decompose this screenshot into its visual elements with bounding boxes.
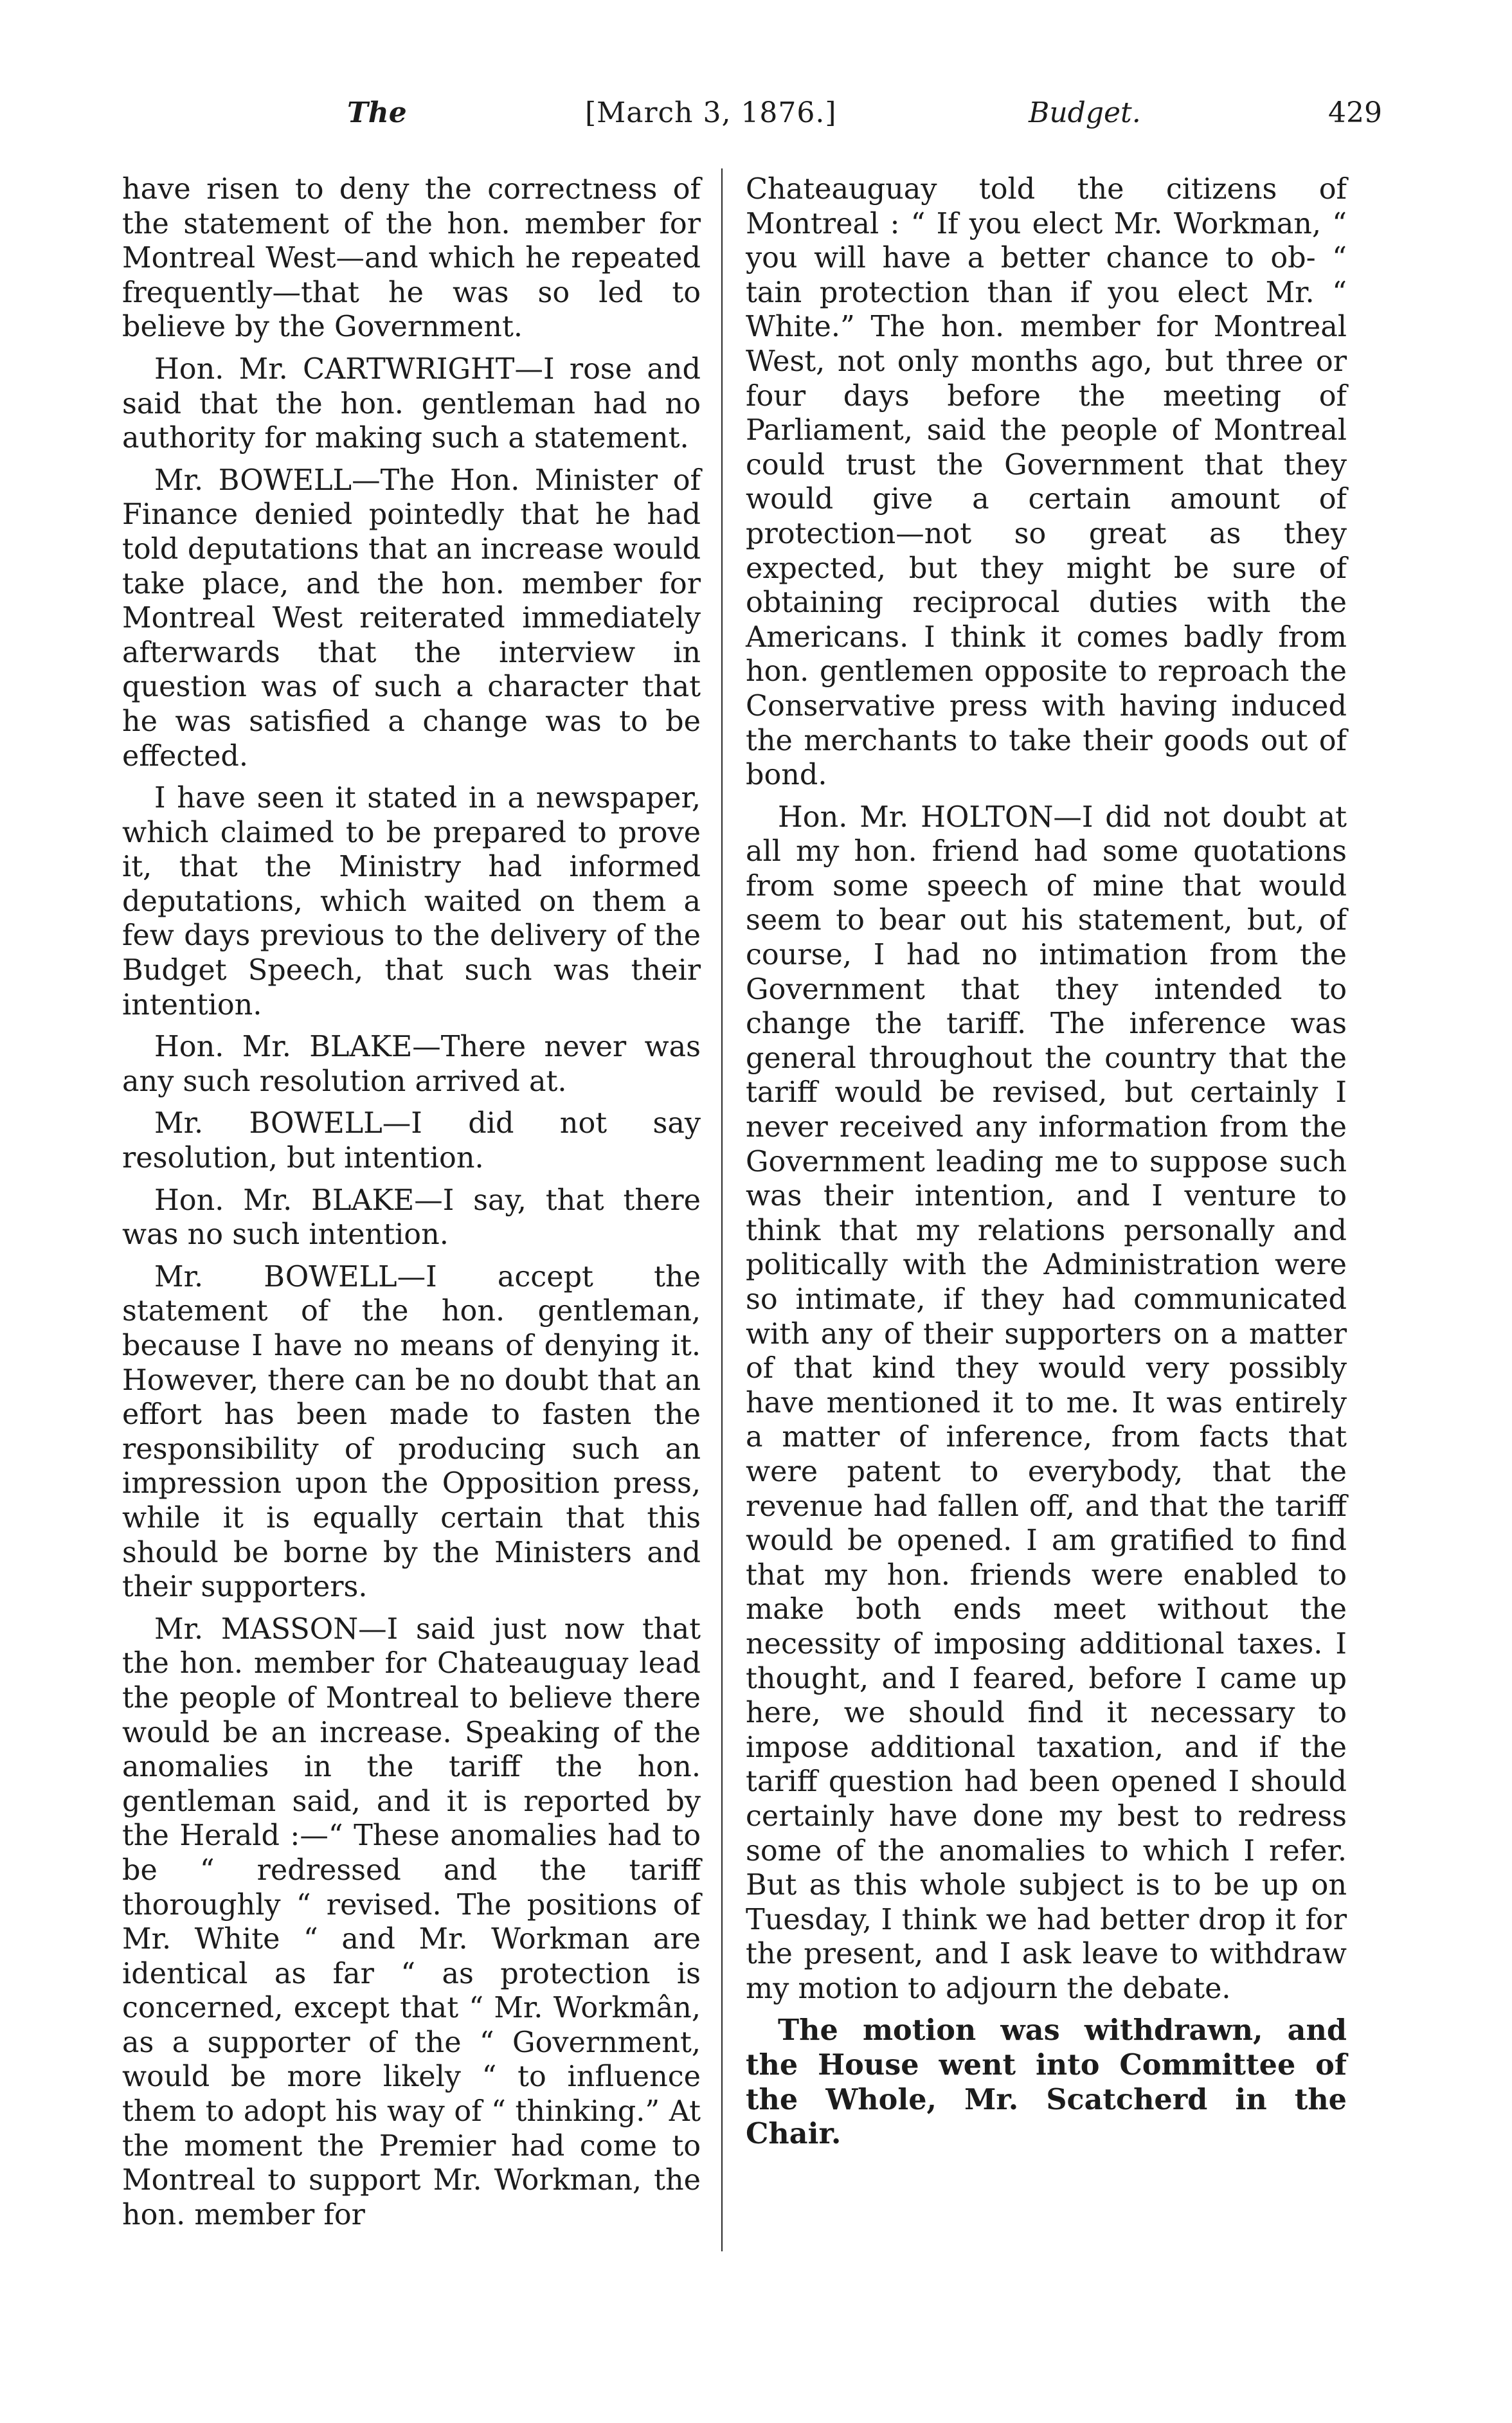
paragraph-motion-withdrawn: The motion was withdrawn, and the House went into Committee of the Whole, Mr. Scatcherd in the Chair. bbox=[746, 2013, 1347, 2151]
left-column bbox=[122, 172, 701, 2240]
paragraph-blake-2: Hon. Mr. BLAKE—I say, that there was no such intention. bbox=[122, 1184, 701, 1252]
column-divider bbox=[721, 168, 723, 2251]
paragraph-masson-continued: Chateauguay told the citizens of Montreal : “ If you elect Mr. Workman, “ you will have a better chance to ob- “ tain protection than if you elect Mr. “ White.” The hon. member for Montreal West, not only months ago, but three or four days before the meeting of Parliament, said the people of Montreal could trust the Government that they would give a certain amount of protection—not so great as they expected, but they might be sure of obtaining reciprocal duties with the Americans. I think it comes badly from hon. gentlemen opposite to reproach the Conservative press with having induced the merchants to take their goods out of bond. bbox=[746, 173, 1347, 792]
paragraph-continuation: have risen to deny the correctness of the statement of the hon. member for Montreal West—and which he repeated frequently—that he was so led to believe by the Government. bbox=[122, 173, 701, 344]
page-number: 429 bbox=[1328, 96, 1382, 129]
running-head-date: [March 3, 1876.] bbox=[585, 96, 837, 129]
paragraph-holton: Hon. Mr. HOLTON—I did not doubt at all my hon. friend had some quotations from some speech of mine that would seem to bear out his statement, but, of course, I had no intimation from the Government that they intended to change the tariff. The inference was general throughout the country that the tariff would be revised, but certainly I never received any information from the Government leading me to suppose such was their intention, and I venture to think that my relations personally and politically with the Administration were so intimate, if they had communicated with any of their supporters on a matter of that kind they would very possibly have mentioned it to me. It was entirely a matter of inference, from facts that were patent to everybody, that the revenue had fallen off, and that the tariff would be opened. I am gratified to find that my hon. friends were enabled to make both ends meet without the necessity of imposing additional taxes. I thought, and I feared, before I came up here, we should find it necessary to impose additional taxation, and if the tariff question had been opened I should certainly have done my best to redress some of the anomalies to which I refer. But as this whole subject is to be up on Tuesday, I think we had better drop it for the present, and I ask leave to withdraw my motion to adjourn the debate. bbox=[746, 800, 1347, 2005]
running-head-left: The bbox=[347, 96, 407, 129]
paragraph-blake-1: Hon. Mr. BLAKE—There never was any such resolution arrived at. bbox=[122, 1031, 701, 1098]
paragraph-masson: Mr. MASSON—I said just now that the hon. member for Chateauguay lead the people of Montreal to believe there would be an increase. Speaking of the anomalies in the tariff the hon. gentleman said, and it is reported by the Herald :—“ These anomalies had to be “ redressed and the tariff thoroughly “ revised. The positions of Mr. White “ and Mr. Workman are identical as far “ as protection is concerned, except that “ Mr. Workmân, as a supporter of the “ Government, would be more likely “ to influence them to adopt his way of “ thinking.” At the moment the Premier had come to Montreal to support Mr. Workman, the hon. member for bbox=[122, 1612, 701, 2231]
paragraph-bowell-1: Mr. BOWELL—The Hon. Minister of Finance denied pointedly that he had told deputations that an increase would take place, and the hon. member for Montreal West reiterated immediately afterwards that the interview in question was of such a character that he was satisfied a change was to be effected. bbox=[122, 464, 701, 773]
paragraph-bowell-2: I have seen it stated in a newspaper, which claimed to be prepared to prove it, that the Ministry had informed deputations, which waited on them a few days previous to the delivery of the Budget Speech, that such was their intention. bbox=[122, 782, 701, 1022]
right-column bbox=[746, 172, 1347, 2159]
page-header bbox=[122, 96, 1382, 141]
running-head-right: Budget. bbox=[1029, 96, 1141, 129]
paragraph-bowell-3: Mr. BOWELL—I did not say resolution, but intention. bbox=[122, 1107, 701, 1175]
paragraph-bowell-4: Mr. BOWELL—I accept the statement of the hon. gentleman, because I have no means of denying it. However, there can be no doubt that an effort has been made to fasten the responsibility of producing such an impression upon the Opposition press, while it is equally certain that this should be borne by the Ministers and their supporters. bbox=[122, 1260, 701, 1604]
paragraph-cartwright: Hon. Mr. CARTWRIGHT—I rose and said that the hon. gentleman had no authority for making such a statement. bbox=[122, 352, 701, 455]
